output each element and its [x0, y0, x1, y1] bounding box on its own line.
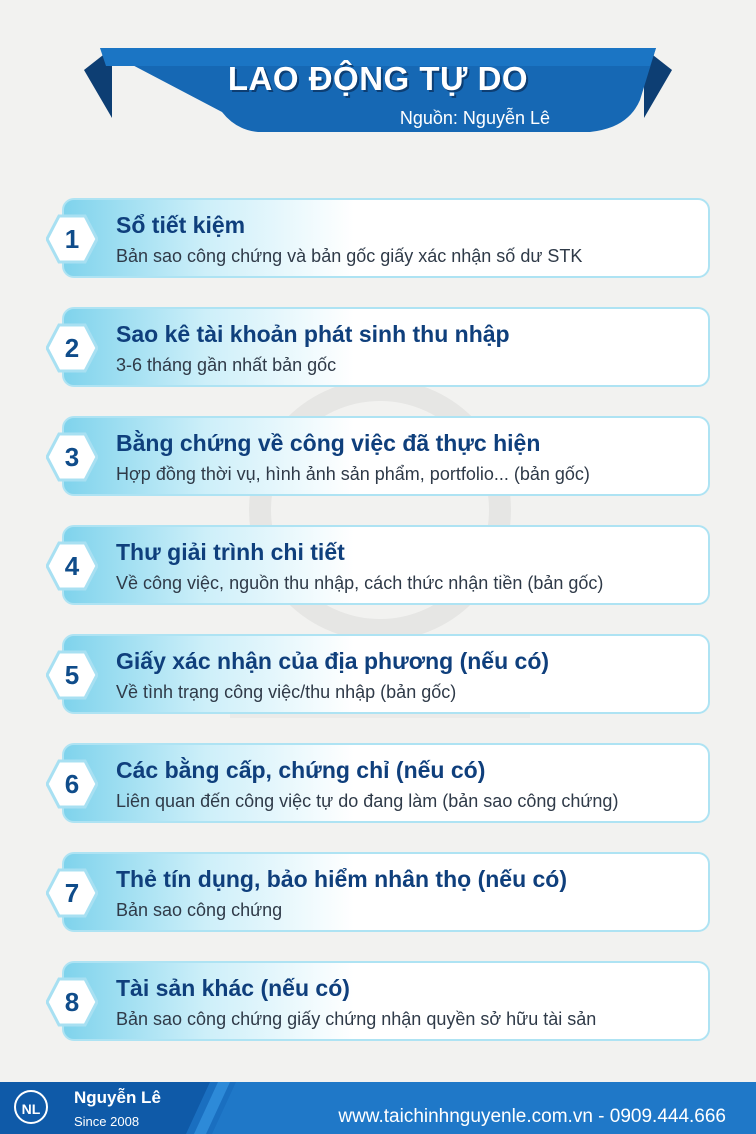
header-ribbon — [0, 0, 756, 150]
item-number: 2 — [64, 333, 80, 363]
item-title: Giấy xác nhận của địa phương (nếu có) — [116, 648, 550, 674]
list-item-6 — [62, 743, 710, 823]
number-badge — [46, 431, 98, 483]
list-item-3 — [62, 416, 710, 496]
item-description: Liên quan đến công việc tự do đang làm (bản sao công chứng) — [116, 791, 619, 811]
item-title: Sổ tiết kiệm — [116, 212, 246, 238]
number-badge — [46, 213, 98, 265]
footer-bar — [0, 1082, 756, 1134]
item-number: 3 — [64, 442, 80, 472]
item-description: Về công việc, nguồn thu nhập, cách thức nhận tiền (bản gốc) — [116, 573, 604, 593]
list-item-1 — [62, 198, 710, 278]
item-number: 1 — [64, 224, 80, 254]
item-description: Bản sao công chứng — [116, 900, 283, 920]
list-item-2 — [62, 307, 710, 387]
number-badge — [46, 649, 98, 701]
number-badge — [46, 758, 98, 810]
number-badge — [46, 867, 98, 919]
item-title: Bằng chứng về công việc đã thực hiện — [116, 430, 541, 456]
item-number: 5 — [64, 660, 80, 690]
number-badge — [46, 540, 98, 592]
item-number: 6 — [64, 769, 80, 799]
contact-info: www.taichinhnguyenle.com.vn - 0909.444.666 — [338, 1106, 726, 1127]
item-description: 3-6 tháng gần nhất bản gốc — [116, 355, 337, 375]
item-description: Về tình trạng công việc/thu nhập (bản gốc) — [116, 682, 457, 702]
list-item-7 — [62, 852, 710, 932]
item-title: Tài sản khác (nếu có) — [116, 975, 350, 1001]
item-number: 4 — [64, 551, 80, 581]
number-badge — [46, 322, 98, 374]
brand-logo-icon: NL — [14, 1090, 48, 1124]
item-title: Thẻ tín dụng, bảo hiểm nhân thọ (nếu có) — [116, 866, 568, 892]
item-description: Hợp đồng thời vụ, hình ảnh sản phẩm, portfolio... (bản gốc) — [116, 464, 590, 484]
item-number: 8 — [64, 987, 80, 1017]
list-item-8 — [62, 961, 710, 1041]
list-item-4 — [62, 525, 710, 605]
source-label: Nguồn: Nguyễn Lê — [399, 108, 550, 128]
brand-since: Since 2008 — [74, 1114, 140, 1129]
item-title: Các bằng cấp, chứng chỉ (nếu có) — [116, 757, 486, 783]
item-number: 7 — [64, 878, 80, 908]
item-title: Thư giải trình chi tiết — [116, 539, 345, 565]
page-title: LAO ĐỘNG TỰ DO — [227, 60, 529, 97]
list-item-5 — [62, 634, 710, 714]
item-description: Bản sao công chứng giấy chứng nhận quyền sở hữu tài sản — [116, 1009, 597, 1029]
brand-name: Nguyễn Lê — [74, 1088, 161, 1107]
item-description: Bản sao công chứng và bản gốc giấy xác nhận số dư STK — [116, 246, 583, 266]
number-badge — [46, 976, 98, 1028]
item-title: Sao kê tài khoản phát sinh thu nhập — [116, 321, 510, 347]
